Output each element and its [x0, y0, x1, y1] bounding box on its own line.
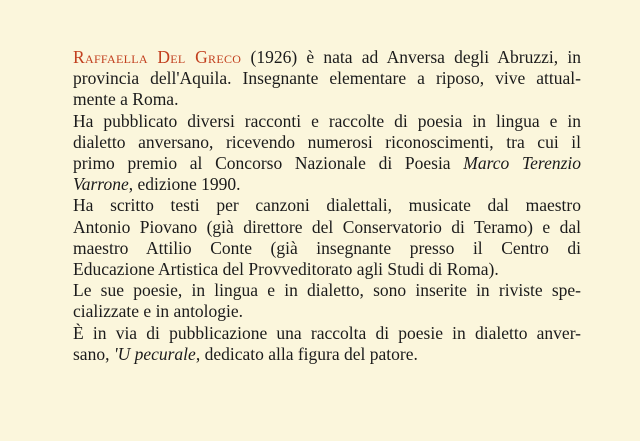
bio-line: [73, 344, 581, 365]
bio-line-text: , dedicato alla figura del patore.: [195, 343, 418, 364]
bio-line-text: primo premio al Concorso Nazionale di Poesia: [73, 153, 464, 174]
work-title: Marco Terenzio: [463, 153, 582, 174]
author-name: Raffaella Del Greco: [73, 47, 242, 67]
bio-line: [73, 47, 581, 68]
bio-line: Antonio Piovano (già direttore del Conservatorio di Teramo) e dal: [73, 216, 581, 237]
bio-line: cializzate e in antologie.: [73, 301, 244, 322]
bio-line: maestro Attilio Conte (già insegnante presso il Centro di: [73, 237, 581, 258]
bio-line: [73, 153, 581, 174]
bio-line: Le sue poesie, in lingua e in dialetto, sono inserite in riviste spe-: [73, 280, 581, 301]
bio-line: mente a Roma.: [73, 89, 179, 110]
bio-line: [73, 174, 581, 195]
work-title: 'U pecurale: [113, 343, 196, 364]
work-title: Varrone: [73, 174, 129, 195]
bio-line: Educazione Artistica del Provveditorato agli Studi di Roma).: [73, 259, 499, 280]
bio-line: Ha scritto testi per canzoni dialettali, musicate dal maestro: [73, 195, 581, 216]
author-biography: [73, 47, 581, 365]
bio-line: Ha pubblicato diversi racconti e raccolte di poesia in lingua e in: [73, 110, 581, 131]
bio-line: provincia dell'Aquila. Insegnante elementare a riposo, vive attual-: [73, 68, 581, 89]
bio-line-text: (1926) è nata ad Anversa degli Abruzzi, in: [241, 47, 581, 67]
bio-line: È in via di pubblicazione una raccolta di poesie in dialetto anver-: [73, 322, 581, 343]
bio-line: dialetto anversano, ricevendo numerosi riconoscimenti, tra cui il: [73, 131, 581, 152]
bio-line-text: sano,: [73, 343, 114, 364]
bio-line-text: , edizione 1990.: [128, 174, 241, 195]
